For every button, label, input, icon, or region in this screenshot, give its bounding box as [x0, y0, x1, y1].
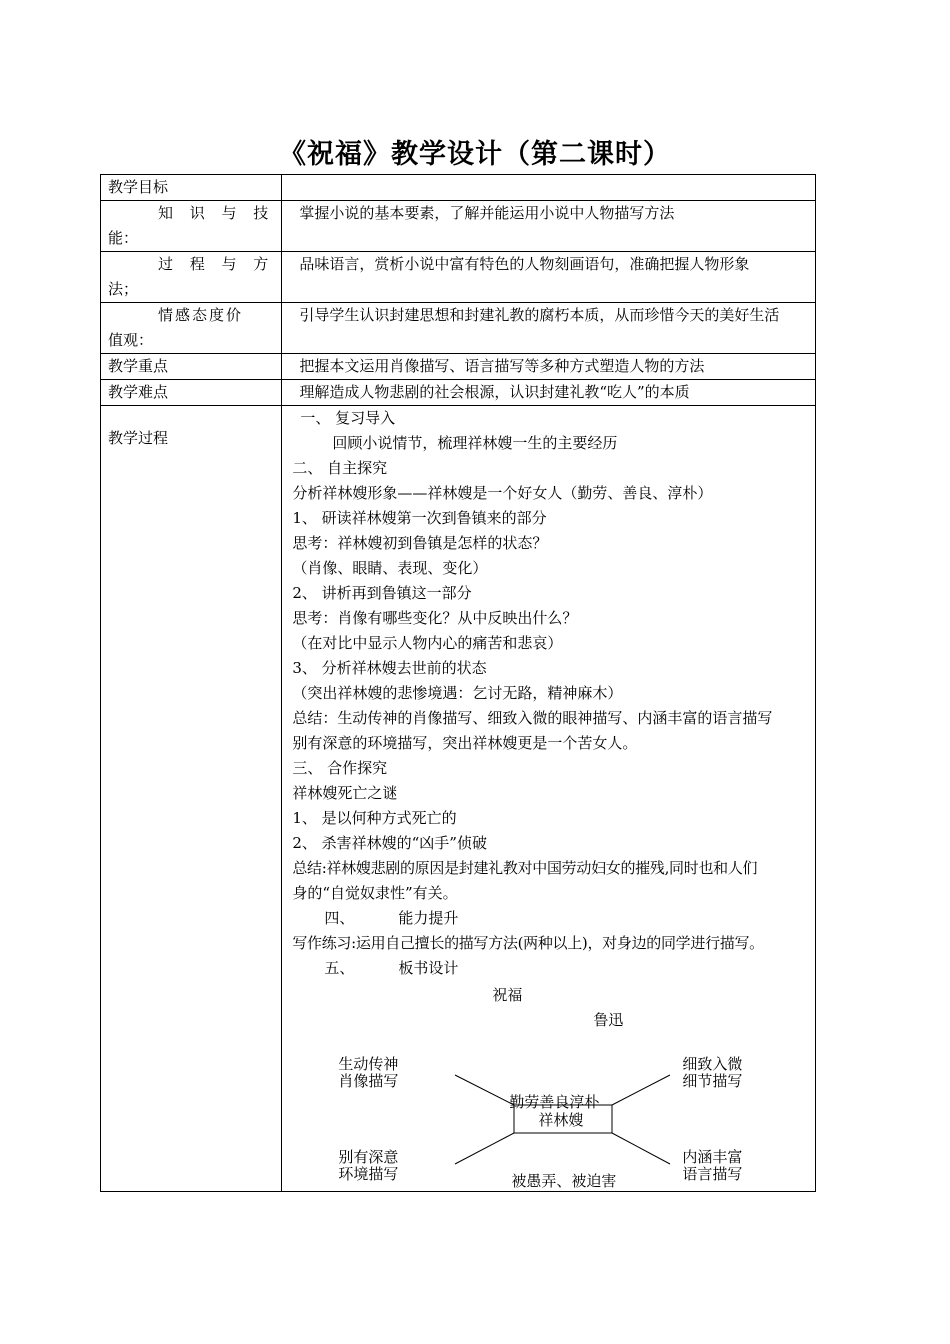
knowledge-label-line1: 知 识 与 技 [158, 204, 275, 222]
document-title: 《祝福》教学设计（第二课时） [279, 139, 671, 170]
procedure-line: 思考：祥林嫂初到鲁镇是怎样的状态？ [292, 534, 548, 552]
board-top-left-1: 生动传神 [338, 1055, 399, 1073]
key-label: 教学重点 [101, 354, 282, 380]
procedure-line: 总结:祥林嫂悲剧的原因是封建礼教对中国劳动妇女的摧残,同时也和人们 [292, 859, 758, 877]
procedure-line: 写作练习:运用自己擅长的描写方法(两种以上)，对身边的同学进行描写。 [292, 934, 764, 952]
connector-bottom-right [612, 1133, 670, 1164]
table-row [101, 303, 816, 354]
procedure-line: 身的“自觉奴隶性”有关。 [292, 884, 458, 902]
procedure-line: 1、 是以何种方式死亡的 [292, 809, 457, 827]
procedure-line: （肖像、眼睛、表现、变化） [292, 559, 488, 577]
connector-top-left [455, 1075, 514, 1105]
process-label-line2: 法； [108, 280, 139, 298]
procedure-line: 三、 合作探究 [292, 759, 388, 777]
board-bottom-right-1: 内涵丰富 [682, 1148, 743, 1166]
connector-bottom-left [455, 1133, 514, 1164]
procedure-line: 二、 自主探究 [292, 459, 388, 477]
procedure-section-5 [292, 956, 811, 981]
procedure-line: 别有深意的环境描写，突出祥林嫂更是一个苦女人。 [292, 734, 638, 752]
knowledge-text: 掌握小说的基本要素，了解并能运用小说中人物描写方法 [282, 201, 816, 252]
board-bottom-left-2: 环境描写 [338, 1165, 399, 1183]
procedure-line: 祥林嫂死亡之谜 [292, 784, 398, 802]
procedure-line: 总结：生动传神的肖像描写、细致入微的眼神描写、内涵丰富的语言描写 [292, 709, 773, 727]
board-design [292, 981, 811, 1191]
procedure-line: 2、 杀害祥林嫂的“凶手”侦破 [292, 834, 487, 852]
table-row [101, 354, 816, 380]
goal-label: 教学目标 [101, 175, 282, 201]
section-5-title: 板书设计 [398, 959, 459, 977]
procedure-line: 1、 研读祥林嫂第一次到鲁镇来的部分 [292, 509, 547, 527]
procedure-line: 2、 讲析再到鲁镇这一部分 [292, 584, 472, 602]
board-bottom-center: 被愚弄、被迫害 [511, 1172, 617, 1190]
process-text: 品味语言，赏析小说中富有特色的人物刻画语句，准确把握人物形象 [282, 252, 816, 303]
section-4-title: 能力提升 [398, 909, 459, 927]
procedure-content [282, 406, 816, 1192]
procedure-section-4 [292, 906, 811, 931]
procedure-label [101, 406, 282, 1192]
key-text: 把握本文运用肖像描写、语言描写等多种方式塑造人物的方法 [282, 354, 816, 380]
table-row [101, 380, 816, 406]
procedure-label-text: 教学过程 [108, 429, 169, 447]
procedure-line: 回顾小说情节，梳理祥林嫂一生的主要经历 [332, 434, 618, 452]
procedure-line: 思考：肖像有哪些变化？从中反映出什么？ [292, 609, 578, 627]
emotion-label-line2: 值观： [108, 331, 154, 349]
board-top-left-2: 肖像描写 [338, 1072, 399, 1090]
knowledge-label [101, 201, 282, 252]
lesson-plan-table [100, 174, 816, 1192]
section-5-number: 五、 [324, 959, 355, 977]
table-row [101, 252, 816, 303]
procedure-line: （在对比中显示人物内心的痛苦和悲哀） [292, 634, 563, 652]
board-center: 祥林嫂 [538, 1111, 584, 1129]
difficulty-text: 理解造成人物悲剧的社会根源，认识封建礼教“吃人”的本质 [282, 380, 816, 406]
table-row [101, 201, 816, 252]
process-label-line1: 过 程 与 方 [158, 255, 275, 273]
knowledge-label-line2: 能： [108, 229, 139, 247]
section-4-number: 四、 [324, 909, 355, 927]
goal-value [282, 175, 816, 201]
table-row [101, 175, 816, 201]
board-top-center: 勤劳善良淳朴 [509, 1093, 600, 1111]
difficulty-label: 教学难点 [101, 380, 282, 406]
board-author: 鲁迅 [593, 1011, 624, 1029]
emotion-label-line1: 情感态度价 [158, 306, 244, 324]
connector-top-right [612, 1075, 670, 1105]
table-row [101, 406, 816, 1192]
board-bottom-left-1: 别有深意 [338, 1148, 399, 1166]
board-bottom-right-2: 语言描写 [682, 1165, 743, 1183]
procedure-line: 分析祥林嫂形象——祥林嫂是一个好女人（勤劳、善良、淳朴） [292, 484, 713, 502]
procedure-line: （突出祥林嫂的悲惨境遇：乞讨无路，精神麻木） [292, 684, 623, 702]
procedure-line: 一、 复习导入 [300, 409, 396, 427]
emotion-label [101, 303, 282, 354]
board-top-right-2: 细节描写 [682, 1072, 743, 1090]
board-top-right-1: 细致入微 [682, 1055, 743, 1073]
procedure-line: 3、 分析祥林嫂去世前的状态 [292, 659, 487, 677]
board-title: 祝福 [492, 986, 523, 1004]
process-label [101, 252, 282, 303]
emotion-text: 引导学生认识封建思想和封建礼教的腐朽本质，从而珍惜今天的美好生活 [282, 303, 816, 354]
